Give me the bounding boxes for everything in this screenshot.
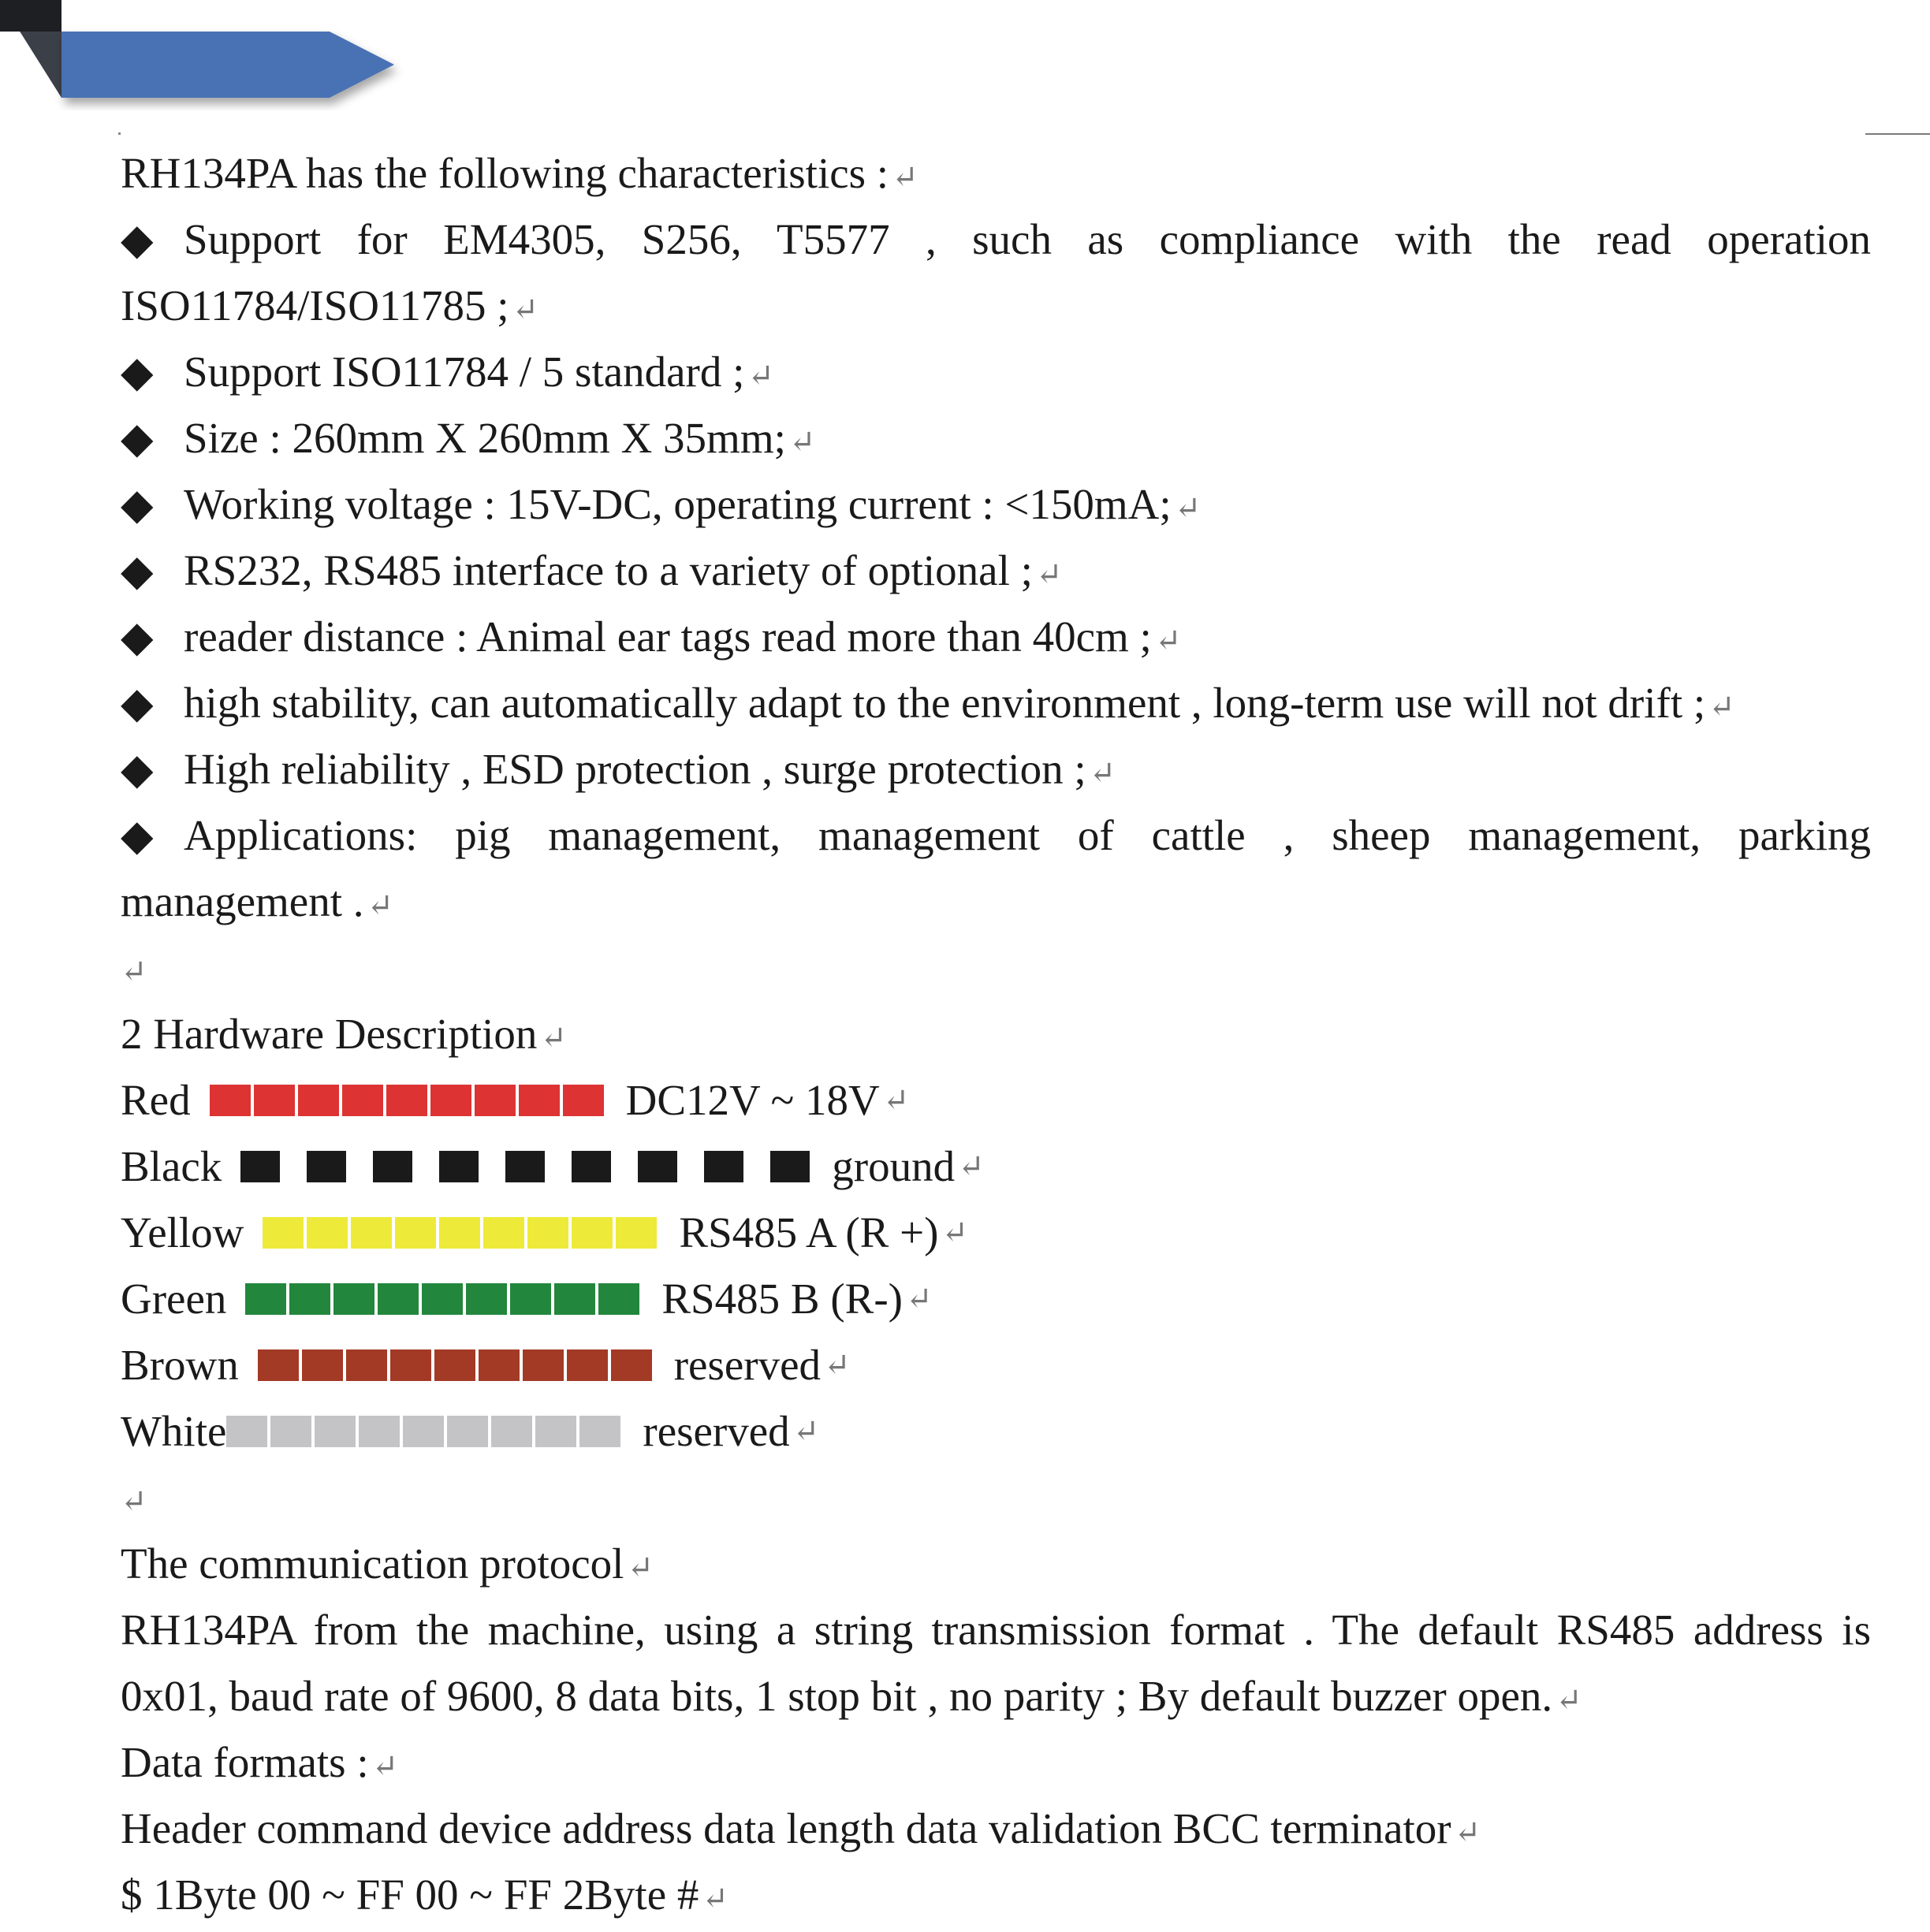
return-mark-icon: ↵ <box>958 1148 985 1184</box>
return-mark-icon: ↵ <box>1154 623 1182 658</box>
feature-text: Support for EM4305, S256, T5577 , such as compliance with the read operation <box>184 215 1871 263</box>
diamond-bullet-icon: ◆ <box>121 679 154 727</box>
wire-description: DC12V ~ 18V <box>625 1076 880 1124</box>
document-body <box>121 140 1871 1928</box>
wire-list <box>121 1067 1871 1465</box>
feature-item <box>121 405 1871 471</box>
blank-line <box>121 935 1871 1001</box>
wire-strip-segment <box>289 1283 330 1315</box>
feature-item <box>121 736 1871 802</box>
wire-strip-segment <box>447 1416 488 1447</box>
return-mark-icon: ↵ <box>367 888 394 923</box>
wire-color-strip <box>210 1085 604 1116</box>
wire-strip-segment <box>378 1283 419 1315</box>
diamond-bullet-icon: ◆ <box>121 415 154 462</box>
wire-description: RS485 B (R-) <box>661 1275 903 1323</box>
feature-text: Working voltage : 15V-DC, operating current : <150mA; <box>184 480 1172 528</box>
feature-item <box>121 207 1871 273</box>
return-mark-icon: ↵ <box>702 1881 728 1916</box>
wire-strip-segment <box>479 1349 520 1381</box>
return-mark-icon: ↵ <box>882 1082 910 1118</box>
wire-name: Black <box>121 1142 222 1190</box>
wire-row-red <box>121 1067 1871 1134</box>
wire-strip-segment <box>403 1416 444 1447</box>
feature-item <box>121 339 1871 405</box>
wire-strip-segment <box>342 1085 383 1116</box>
wire-strip-segment <box>210 1085 251 1116</box>
wire-strip-segment <box>527 1217 568 1249</box>
return-mark-icon: ↵ <box>540 1020 567 1055</box>
feature-text: reader distance : Animal ear tags read more than 40cm ; <box>184 612 1152 661</box>
wire-strip-segment <box>483 1217 524 1249</box>
wire-strip-segment <box>572 1217 613 1249</box>
wire-strip-segment <box>346 1349 387 1381</box>
return-mark-icon: ↵ <box>788 424 816 460</box>
wire-strip-segment <box>270 1416 311 1447</box>
wire-strip-segment <box>611 1349 652 1381</box>
return-mark-icon: ↵ <box>892 159 918 195</box>
return-mark-icon: ↵ <box>627 1550 654 1585</box>
wire-strip-segment <box>333 1283 374 1315</box>
wire-strip-segment <box>430 1085 471 1116</box>
return-mark-icon: ↵ <box>1454 1815 1481 1850</box>
wire-strip-segment <box>315 1416 356 1447</box>
wire-strip-segment <box>373 1151 412 1182</box>
return-mark-icon: ↵ <box>1556 1682 1582 1718</box>
wire-color-strip <box>245 1283 639 1315</box>
wire-strip-segment <box>422 1283 463 1315</box>
feature-text: management . <box>121 877 364 925</box>
protocol-para-text-1: RH134PA from the machine, using a string transmission format . The default RS485 address is <box>121 1606 1871 1654</box>
wire-color-strip <box>240 1151 810 1182</box>
feature-text: Size : 260mm X 260mm X 35mm; <box>184 414 786 462</box>
wire-row-black <box>121 1134 1871 1200</box>
data-fields-text: Header command device address data length data validation BCC terminator <box>121 1804 1451 1852</box>
wire-description: RS485 A (R +) <box>679 1208 939 1256</box>
wire-row-green <box>121 1266 1871 1332</box>
wire-strip-segment <box>245 1283 286 1315</box>
return-mark-icon: ↵ <box>792 1413 820 1449</box>
wire-strip-segment <box>240 1151 280 1182</box>
feature-item-continued <box>121 869 1871 935</box>
wire-strip-segment <box>386 1085 427 1116</box>
wire-strip-segment <box>298 1085 339 1116</box>
feature-text: ISO11784/ISO11785 ; <box>121 281 509 329</box>
wire-row-yellow <box>121 1200 1871 1266</box>
wire-strip-segment <box>359 1416 400 1447</box>
return-mark-icon: ↵ <box>1174 490 1202 526</box>
protocol-para-line1 <box>121 1597 1871 1663</box>
return-mark-icon: ↵ <box>941 1215 968 1250</box>
wire-strip-segment <box>302 1349 343 1381</box>
wire-strip-segment <box>263 1217 304 1249</box>
wire-strip-segment <box>598 1283 639 1315</box>
wire-name: Red <box>121 1076 191 1124</box>
diamond-bullet-icon: ◆ <box>121 547 154 594</box>
wire-color-strip <box>263 1217 657 1249</box>
data-example-text: $ 1Byte 00 ~ FF 00 ~ FF 2Byte # <box>121 1871 699 1919</box>
feature-list <box>121 207 1871 935</box>
wire-strip-segment <box>563 1085 604 1116</box>
wire-strip-segment <box>770 1151 810 1182</box>
wire-strip-segment <box>554 1283 595 1315</box>
diamond-bullet-icon: ◆ <box>121 746 154 793</box>
wire-name: Yellow <box>121 1208 244 1256</box>
return-mark-icon: ↵ <box>747 358 774 393</box>
wire-strip-segment <box>523 1349 564 1381</box>
intro-text: RH134PA has the following characteristics : <box>121 149 889 197</box>
wire-strip-segment <box>395 1217 436 1249</box>
wire-strip-segment <box>466 1283 507 1315</box>
feature-item <box>121 802 1871 869</box>
wire-strip-segment <box>519 1085 560 1116</box>
header-banner-graphic <box>0 0 410 110</box>
diamond-bullet-icon: ◆ <box>121 481 154 528</box>
protocol-para-text-2: 0x01, baud rate of 9600, 8 data bits, 1 stop bit , no parity ; By default buzzer open. <box>121 1672 1553 1720</box>
wire-strip-segment <box>579 1416 620 1447</box>
return-mark-icon: ↵ <box>121 1483 147 1519</box>
wire-strip-segment <box>254 1085 295 1116</box>
wire-name: Brown <box>121 1341 239 1389</box>
feature-text: High reliability , ESD protection , surge protection ; <box>184 745 1086 793</box>
wire-name: Green <box>121 1275 227 1323</box>
return-mark-icon: ↵ <box>824 1347 851 1383</box>
diamond-bullet-icon: ◆ <box>121 812 154 859</box>
wire-strip-segment <box>226 1416 267 1447</box>
wire-strip-segment <box>258 1349 299 1381</box>
wire-strip-segment <box>475 1085 516 1116</box>
feature-item <box>121 604 1871 670</box>
feature-text: RS232, RS485 interface to a variety of optional ; <box>184 546 1033 594</box>
protocol-heading-text: The communication protocol <box>121 1539 624 1588</box>
wire-strip-segment <box>567 1349 608 1381</box>
wire-strip-segment <box>638 1151 677 1182</box>
data-formats-label <box>121 1729 1871 1796</box>
return-mark-icon: ↵ <box>371 1748 399 1784</box>
feature-item <box>121 538 1871 604</box>
return-mark-icon: ↵ <box>1089 755 1116 791</box>
wire-description: reserved <box>673 1341 822 1389</box>
diamond-bullet-icon: ◆ <box>121 216 154 263</box>
blank-line <box>121 1465 1871 1531</box>
protocol-heading <box>121 1531 1871 1597</box>
feature-text: Support ISO11784 / 5 standard ; <box>184 348 745 396</box>
wire-strip-segment <box>572 1151 611 1182</box>
return-mark-icon: ↵ <box>1708 689 1735 724</box>
wire-strip-segment <box>439 1151 479 1182</box>
wire-strip-segment <box>307 1217 348 1249</box>
return-mark-icon: ↵ <box>512 292 538 327</box>
wire-strip-segment <box>439 1217 480 1249</box>
return-mark-icon: ↵ <box>905 1281 933 1316</box>
hardware-heading <box>121 1001 1871 1067</box>
wire-name: White <box>121 1407 227 1455</box>
wire-strip-segment <box>491 1416 532 1447</box>
data-example-line <box>121 1862 1871 1928</box>
wire-strip-segment <box>535 1416 576 1447</box>
wire-description: reserved <box>643 1407 790 1455</box>
wire-strip-segment <box>307 1151 346 1182</box>
feature-text: Applications: pig management, management of cattle , sheep management, parking <box>184 811 1871 859</box>
wire-strip-segment <box>434 1349 475 1381</box>
header-rule <box>1865 133 1930 135</box>
feature-item <box>121 670 1871 736</box>
feature-item-continued <box>121 273 1871 339</box>
feature-item <box>121 471 1871 538</box>
wire-strip-segment <box>616 1217 657 1249</box>
wire-strip-segment <box>704 1151 743 1182</box>
wire-strip-segment <box>510 1283 551 1315</box>
margin-tick <box>118 132 121 135</box>
wire-description: ground <box>832 1142 956 1190</box>
intro-line <box>121 140 1871 207</box>
data-fields-line <box>121 1796 1871 1862</box>
wire-strip-segment <box>505 1151 545 1182</box>
return-mark-icon: ↵ <box>121 954 147 989</box>
diamond-bullet-icon: ◆ <box>121 613 154 661</box>
protocol-para-line2 <box>121 1663 1871 1729</box>
wire-row-brown <box>121 1332 1871 1398</box>
wire-strip-segment <box>351 1217 392 1249</box>
wire-row-white <box>121 1398 1871 1465</box>
data-formats-text: Data formats : <box>121 1738 369 1786</box>
wire-strip-segment <box>390 1349 431 1381</box>
return-mark-icon: ↵ <box>1035 557 1063 592</box>
feature-text: high stability, can automatically adapt to the environment , long-term use will not drift ; <box>184 679 1706 727</box>
wire-color-strip <box>226 1416 620 1447</box>
wire-color-strip <box>258 1349 652 1381</box>
hardware-heading-text: 2 Hardware Description <box>121 1010 538 1058</box>
diamond-bullet-icon: ◆ <box>121 348 154 396</box>
